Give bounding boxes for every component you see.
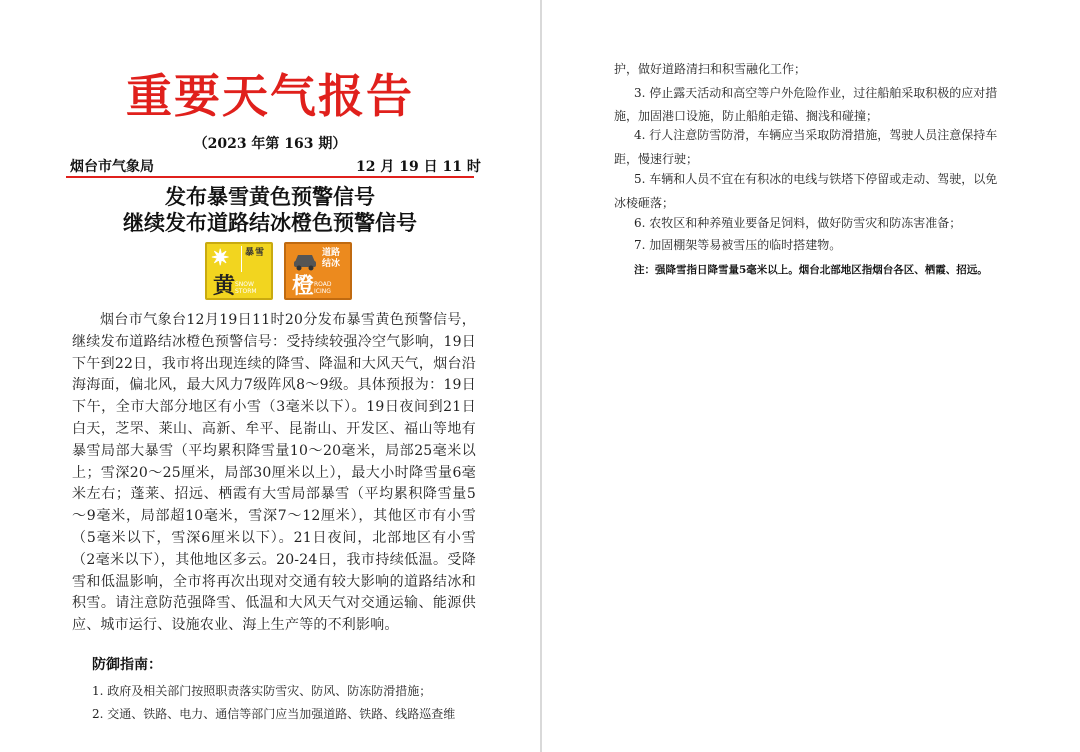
yellow-level-char: 黄 (213, 273, 236, 299)
guide-item-3-line2: 施，加固港口设施，防止船舶走锚、搁浅和碰撞； (614, 109, 879, 123)
guide-item-5-line1: 5. 车辆和人员不宜在有积冰的电线与铁塔下停留或走动、驾驶，以免 (634, 172, 998, 186)
guide-item-2-start: 2. 交通、铁路、电力、通信等部门应当加强道路、铁路、线路巡查维 (92, 707, 456, 721)
guide-item-2-end: 护，做好道路清扫和积雪融化工作； (614, 62, 807, 76)
sun-icon: ✷ (211, 245, 230, 271)
snowstorm-english-label: SNOW STORM (235, 281, 257, 295)
guide-item-7: 7. 加固棚架等易被雪压的临时搭建物。 (634, 238, 842, 252)
guide-item-1: 1. 政府及相关部门按照职责落实防雪灾、防风、防冻防滑措施； (92, 684, 432, 698)
guide-item-4-line1: 4. 行人注意防雪防滑，车辆应当采取防滑措施，驾驶人员注意保持车 (634, 128, 998, 142)
headline-road-icing: 继续发布道路结冰橙色预警信号 (123, 210, 417, 235)
footnote: 注：强降雪指日降雪量5毫米以上。烟台北部地区指烟台各区、栖霞、招远。 (634, 264, 988, 276)
report-title: 重要天气报告 (126, 69, 414, 123)
issuing-agency: 烟台市气象局 (70, 159, 154, 175)
forecast-paragraph: 烟台市气象台12月19日11时20分发布暴雪黄色预警信号，继续发布道路结冰橙色预警信号：受持续较强冷空气影响，19日下午到22日，我市将出现连续的降雪、降温和大风天气，烟台沿海海面，偏北风，最大风力7级阵风8～9级。具体预报为：19日下午，全市大部分地区有小雪（3毫米以下）。19日夜间到21日白天，芝罘、莱山、高新、牟平、昆嵛山、开发区、福山等地有暴雪局部大暴雪（平均累积降雪量10～20毫米，局部25毫米以上；雪深20～25厘米，局部30厘米以上），最大小时降雪量6毫米左右；蓬莱、招远、栖霞有大雪局部暴雪（平均累积降雪量5～9毫米，局部超10毫米，雪深7～12厘米），其他区市有小雪（5毫米以下，雪深6厘米以下）。21日夜间，北部地区有小雪（2毫米以下），其他地区多云。20-24日，我市持续低温。受降雪和低温影响，全市将再次出现对交通有较大影响的道路结冰和积雪。请注意防范强降雪、低温和大风天气对交通运输、能源供应、城市运行、设施农业、海上生产等的不利影响。 (72, 312, 476, 634)
road-icing-orange-warning-icon (284, 242, 352, 300)
guide-item-4-line2: 距，慢速行驶； (614, 152, 699, 166)
icon-divider (241, 246, 242, 272)
defense-guide-title: 防御指南： (92, 657, 162, 673)
header-divider (66, 176, 474, 178)
headline-snowstorm: 发布暴雪黄色预警信号 (165, 184, 375, 209)
snowstorm-yellow-warning-icon (205, 242, 273, 300)
guide-item-5-line2: 冰棱砸落； (614, 196, 675, 210)
road-icing-label: 道路结冰 (322, 248, 341, 269)
road-icing-english-label: ROAD ICING (314, 281, 332, 295)
snowstorm-label: 暴雪 (245, 248, 266, 258)
issue-number: （2023 年第 163 期） (193, 136, 347, 152)
issue-datetime: 12 月 19 日 11 时 (356, 159, 481, 175)
car-icon (292, 248, 318, 272)
orange-level-char: 橙 (292, 273, 315, 299)
guide-item-3-line1: 3. 停止露天活动和高空等户外危险作业，过往船舶采取积极的应对措 (634, 86, 998, 100)
guide-item-6: 6. 农牧区和种养殖业要备足饲料，做好防雪灾和防冻害准备； (634, 216, 962, 230)
